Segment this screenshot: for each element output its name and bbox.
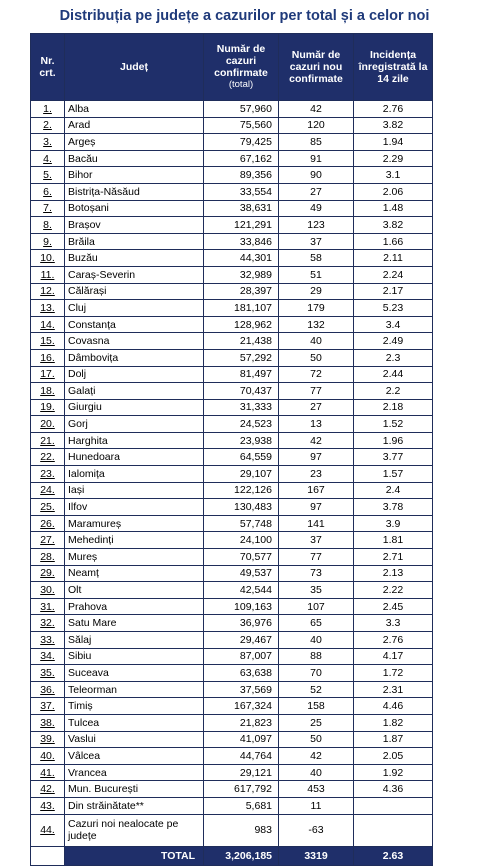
row-new-cases: 27 [279,399,354,416]
row-new-cases: 50 [279,349,354,366]
county-cases-table [30,33,433,866]
row-nr: 5. [31,167,65,184]
row-new-cases: 120 [279,117,354,134]
row-county: Prahova [65,598,204,615]
table-row [31,283,433,300]
row-new-cases: 52 [279,681,354,698]
row-county: Iași [65,482,204,499]
row-nr: 12. [31,283,65,300]
table-row [31,266,433,283]
row-nr: 36. [31,681,65,698]
row-incidence: 2.22 [354,582,433,599]
row-incidence: 2.24 [354,266,433,283]
row-nr: 41. [31,764,65,781]
table-row [31,615,433,632]
table-row [31,432,433,449]
total-incidence: 2.63 [354,846,433,865]
row-total-cases: 28,397 [204,283,279,300]
row-nr: 28. [31,549,65,566]
row-nr: 44. [31,814,65,846]
row-county: Vâlcea [65,748,204,765]
row-total-cases: 21,438 [204,333,279,350]
row-incidence: 2.44 [354,366,433,383]
row-new-cases: 77 [279,549,354,566]
table-row [31,665,433,682]
table-row [31,101,433,118]
row-nr: 18. [31,383,65,400]
table-header-row [31,34,433,101]
table-row [31,200,433,217]
row-incidence: 2.18 [354,399,433,416]
row-total-cases: 23,938 [204,432,279,449]
table-row [31,449,433,466]
header-nr: Nr. crt. [31,34,65,101]
row-total-cases: 33,846 [204,233,279,250]
table-row [31,383,433,400]
row-new-cases: 167 [279,482,354,499]
row-county: Olt [65,582,204,599]
row-total-cases: 57,748 [204,515,279,532]
row-nr: 29. [31,565,65,582]
table-row [31,233,433,250]
row-county: Brașov [65,217,204,234]
row-incidence: 3.78 [354,499,433,516]
row-incidence: 3.9 [354,515,433,532]
row-incidence: 5.23 [354,300,433,317]
header-incidence: Incidența înregistrată la 14 zile [354,34,433,101]
row-incidence: 1.52 [354,416,433,433]
row-nr: 38. [31,714,65,731]
row-county: Botoșani [65,200,204,217]
table-row [31,349,433,366]
row-total-cases: 181,107 [204,300,279,317]
row-incidence: 2.06 [354,183,433,200]
table-row [31,167,433,184]
row-incidence: 4.46 [354,698,433,715]
row-nr: 39. [31,731,65,748]
row-total-cases: 89,356 [204,167,279,184]
row-county: Călărași [65,283,204,300]
row-county: Dolj [65,366,204,383]
row-county: Bistrița-Năsăud [65,183,204,200]
table-row [31,333,433,350]
row-county: Argeș [65,134,204,151]
row-nr: 40. [31,748,65,765]
row-county: Vaslui [65,731,204,748]
row-total-cases: 128,962 [204,316,279,333]
row-new-cases: 51 [279,266,354,283]
row-county: Caraș-Severin [65,266,204,283]
row-incidence: 2.29 [354,150,433,167]
row-incidence: 1.94 [354,134,433,151]
row-nr: 8. [31,217,65,234]
row-new-cases: 25 [279,714,354,731]
row-new-cases: 23 [279,466,354,483]
row-incidence: 2.3 [354,349,433,366]
row-nr: 20. [31,416,65,433]
row-nr: 32. [31,615,65,632]
row-new-cases: 158 [279,698,354,715]
row-new-cases: 90 [279,167,354,184]
row-total-cases: 31,333 [204,399,279,416]
table-row [31,698,433,715]
row-nr: 14. [31,316,65,333]
row-new-cases: 97 [279,449,354,466]
row-nr: 1. [31,101,65,118]
row-total-cases: 109,163 [204,598,279,615]
table-row [31,632,433,649]
row-new-cases: 97 [279,499,354,516]
row-nr: 11. [31,266,65,283]
row-incidence [354,797,433,814]
table-row [31,316,433,333]
row-nr: 10. [31,250,65,267]
row-total-cases: 70,437 [204,383,279,400]
row-nr: 23. [31,466,65,483]
row-incidence: 1.72 [354,665,433,682]
row-county: Giurgiu [65,399,204,416]
row-nr: 24. [31,482,65,499]
table-row [31,598,433,615]
row-nr: 17. [31,366,65,383]
row-incidence: 2.76 [354,101,433,118]
row-incidence: 3.3 [354,615,433,632]
table-row [31,797,433,814]
row-county: Sălaj [65,632,204,649]
row-new-cases: 29 [279,283,354,300]
row-nr: 4. [31,150,65,167]
table-row [31,748,433,765]
row-new-cases: 40 [279,764,354,781]
row-new-cases: 73 [279,565,354,582]
row-nr: 34. [31,648,65,665]
table-row [31,366,433,383]
row-incidence: 3.4 [354,316,433,333]
row-total-cases: 49,537 [204,565,279,582]
table-row [31,399,433,416]
row-incidence: 1.66 [354,233,433,250]
row-total-cases: 81,497 [204,366,279,383]
row-county: Ialomița [65,466,204,483]
row-county: Arad [65,117,204,134]
row-incidence: 4.36 [354,781,433,798]
row-total-cases: 44,764 [204,748,279,765]
row-incidence: 1.48 [354,200,433,217]
row-nr: 43. [31,797,65,814]
row-new-cases: 50 [279,731,354,748]
row-new-cases: 132 [279,316,354,333]
row-incidence: 2.45 [354,598,433,615]
row-incidence [354,814,433,846]
row-total-cases: 5,681 [204,797,279,814]
row-incidence: 1.82 [354,714,433,731]
row-county: Cazuri noi nealocate pe județe [65,814,204,846]
row-county: Gorj [65,416,204,433]
row-total-cases: 57,960 [204,101,279,118]
row-total-cases: 64,559 [204,449,279,466]
row-incidence: 1.87 [354,731,433,748]
row-new-cases: 27 [279,183,354,200]
row-new-cases: 179 [279,300,354,317]
row-total-cases: 67,162 [204,150,279,167]
row-county: Timiș [65,698,204,715]
row-county: Constanța [65,316,204,333]
page-title: Distribuția pe județe a cazurilor per total și a celor noi [59,8,430,24]
row-total-cases: 983 [204,814,279,846]
row-new-cases: 88 [279,648,354,665]
row-county: Satu Mare [65,615,204,632]
row-total-cases: 38,631 [204,200,279,217]
row-county: Tulcea [65,714,204,731]
row-county: Covasna [65,333,204,350]
row-new-cases: 58 [279,250,354,267]
table-row [31,582,433,599]
table-row [31,300,433,317]
table-row [31,150,433,167]
table-row [31,565,433,582]
table-row [31,681,433,698]
table-row [31,416,433,433]
row-incidence: 2.17 [354,283,433,300]
row-nr: 13. [31,300,65,317]
row-total-cases: 617,792 [204,781,279,798]
row-nr: 33. [31,632,65,649]
row-county: Mureș [65,549,204,566]
row-total-cases: 41,097 [204,731,279,748]
row-total-cases: 29,107 [204,466,279,483]
row-incidence: 2.2 [354,383,433,400]
table-row [31,764,433,781]
row-new-cases: 141 [279,515,354,532]
row-county: Maramureș [65,515,204,532]
row-incidence: 3.77 [354,449,433,466]
row-nr: 21. [31,432,65,449]
table-row [31,814,433,846]
row-total-cases: 87,007 [204,648,279,665]
row-total-cases: 24,523 [204,416,279,433]
table-row [31,731,433,748]
row-new-cases: 13 [279,416,354,433]
row-county: Dâmbovița [65,349,204,366]
row-county: Galați [65,383,204,400]
row-new-cases: 40 [279,333,354,350]
row-total-cases: 57,292 [204,349,279,366]
row-new-cases: 453 [279,781,354,798]
row-new-cases: 37 [279,233,354,250]
row-county: Cluj [65,300,204,317]
row-nr: 6. [31,183,65,200]
table-row [31,532,433,549]
table-row [31,714,433,731]
row-incidence: 4.17 [354,648,433,665]
row-nr: 27. [31,532,65,549]
header-county: Județ [65,34,204,101]
row-new-cases: 72 [279,366,354,383]
row-nr: 31. [31,598,65,615]
table-row [31,499,433,516]
row-total-cases: 24,100 [204,532,279,549]
row-new-cases: 49 [279,200,354,217]
table-row [31,466,433,483]
total-row [31,846,433,865]
row-county: Vrancea [65,764,204,781]
row-new-cases: 35 [279,582,354,599]
table-row [31,781,433,798]
total-label: TOTAL [65,846,204,865]
row-incidence: 3.1 [354,167,433,184]
row-county: Hunedoara [65,449,204,466]
row-total-cases: 44,301 [204,250,279,267]
row-county: Suceava [65,665,204,682]
row-incidence: 1.96 [354,432,433,449]
table-row [31,250,433,267]
row-incidence: 2.31 [354,681,433,698]
row-incidence: 2.49 [354,333,433,350]
row-nr: 2. [31,117,65,134]
row-total-cases: 70,577 [204,549,279,566]
row-nr: 35. [31,665,65,682]
row-new-cases: 70 [279,665,354,682]
row-new-cases: 42 [279,101,354,118]
row-incidence: 1.81 [354,532,433,549]
row-new-cases: 42 [279,748,354,765]
row-incidence: 2.76 [354,632,433,649]
row-total-cases: 36,976 [204,615,279,632]
total-cases: 3,206,185 [204,846,279,865]
table-row [31,134,433,151]
row-nr: 37. [31,698,65,715]
row-nr: 26. [31,515,65,532]
row-total-cases: 121,291 [204,217,279,234]
row-nr: 22. [31,449,65,466]
row-total-cases: 37,569 [204,681,279,698]
row-new-cases: 65 [279,615,354,632]
row-county: Sibiu [65,648,204,665]
row-nr: 15. [31,333,65,350]
row-new-cases: -63 [279,814,354,846]
table-row [31,515,433,532]
row-total-cases: 29,121 [204,764,279,781]
row-county: Ilfov [65,499,204,516]
row-county: Brăila [65,233,204,250]
header-total-sub: (total) [228,79,254,90]
row-nr: 42. [31,781,65,798]
row-total-cases: 42,544 [204,582,279,599]
table-body [31,101,433,866]
row-nr: 7. [31,200,65,217]
row-new-cases: 107 [279,598,354,615]
row-incidence: 2.4 [354,482,433,499]
row-new-cases: 77 [279,383,354,400]
table-row [31,217,433,234]
table-row [31,482,433,499]
row-new-cases: 85 [279,134,354,151]
row-county: Mehedinți [65,532,204,549]
row-new-cases: 42 [279,432,354,449]
row-nr: 3. [31,134,65,151]
row-new-cases: 11 [279,797,354,814]
row-county: Mun. București [65,781,204,798]
table-row [31,648,433,665]
row-incidence: 2.05 [354,748,433,765]
row-total-cases: 130,483 [204,499,279,516]
row-new-cases: 37 [279,532,354,549]
row-new-cases: 91 [279,150,354,167]
header-total-main: Număr de cazuri confirmate [214,43,268,79]
row-county: Alba [65,101,204,118]
table-row [31,549,433,566]
row-incidence: 2.11 [354,250,433,267]
row-total-cases: 21,823 [204,714,279,731]
row-incidence: 1.92 [354,764,433,781]
total-blank-cell [31,846,65,865]
row-total-cases: 29,467 [204,632,279,649]
row-total-cases: 75,560 [204,117,279,134]
total-new-cases: 3319 [279,846,354,865]
row-nr: 25. [31,499,65,516]
row-county: Din străinătate** [65,797,204,814]
table-row [31,183,433,200]
row-total-cases: 33,554 [204,183,279,200]
row-incidence: 2.13 [354,565,433,582]
row-incidence: 3.82 [354,117,433,134]
row-nr: 16. [31,349,65,366]
row-county: Harghita [65,432,204,449]
row-nr: 9. [31,233,65,250]
header-new-cases: Număr de cazuri nou confirmate [279,34,354,101]
row-county: Bihor [65,167,204,184]
row-nr: 30. [31,582,65,599]
row-total-cases: 32,989 [204,266,279,283]
row-incidence: 2.71 [354,549,433,566]
row-total-cases: 122,126 [204,482,279,499]
row-total-cases: 63,638 [204,665,279,682]
row-new-cases: 40 [279,632,354,649]
row-incidence: 3.82 [354,217,433,234]
row-incidence: 1.57 [354,466,433,483]
row-county: Neamț [65,565,204,582]
row-county: Bacău [65,150,204,167]
row-total-cases: 79,425 [204,134,279,151]
table-row [31,117,433,134]
row-new-cases: 123 [279,217,354,234]
row-nr: 19. [31,399,65,416]
row-county: Teleorman [65,681,204,698]
row-total-cases: 167,324 [204,698,279,715]
row-county: Buzău [65,250,204,267]
header-total-cases [204,34,279,101]
